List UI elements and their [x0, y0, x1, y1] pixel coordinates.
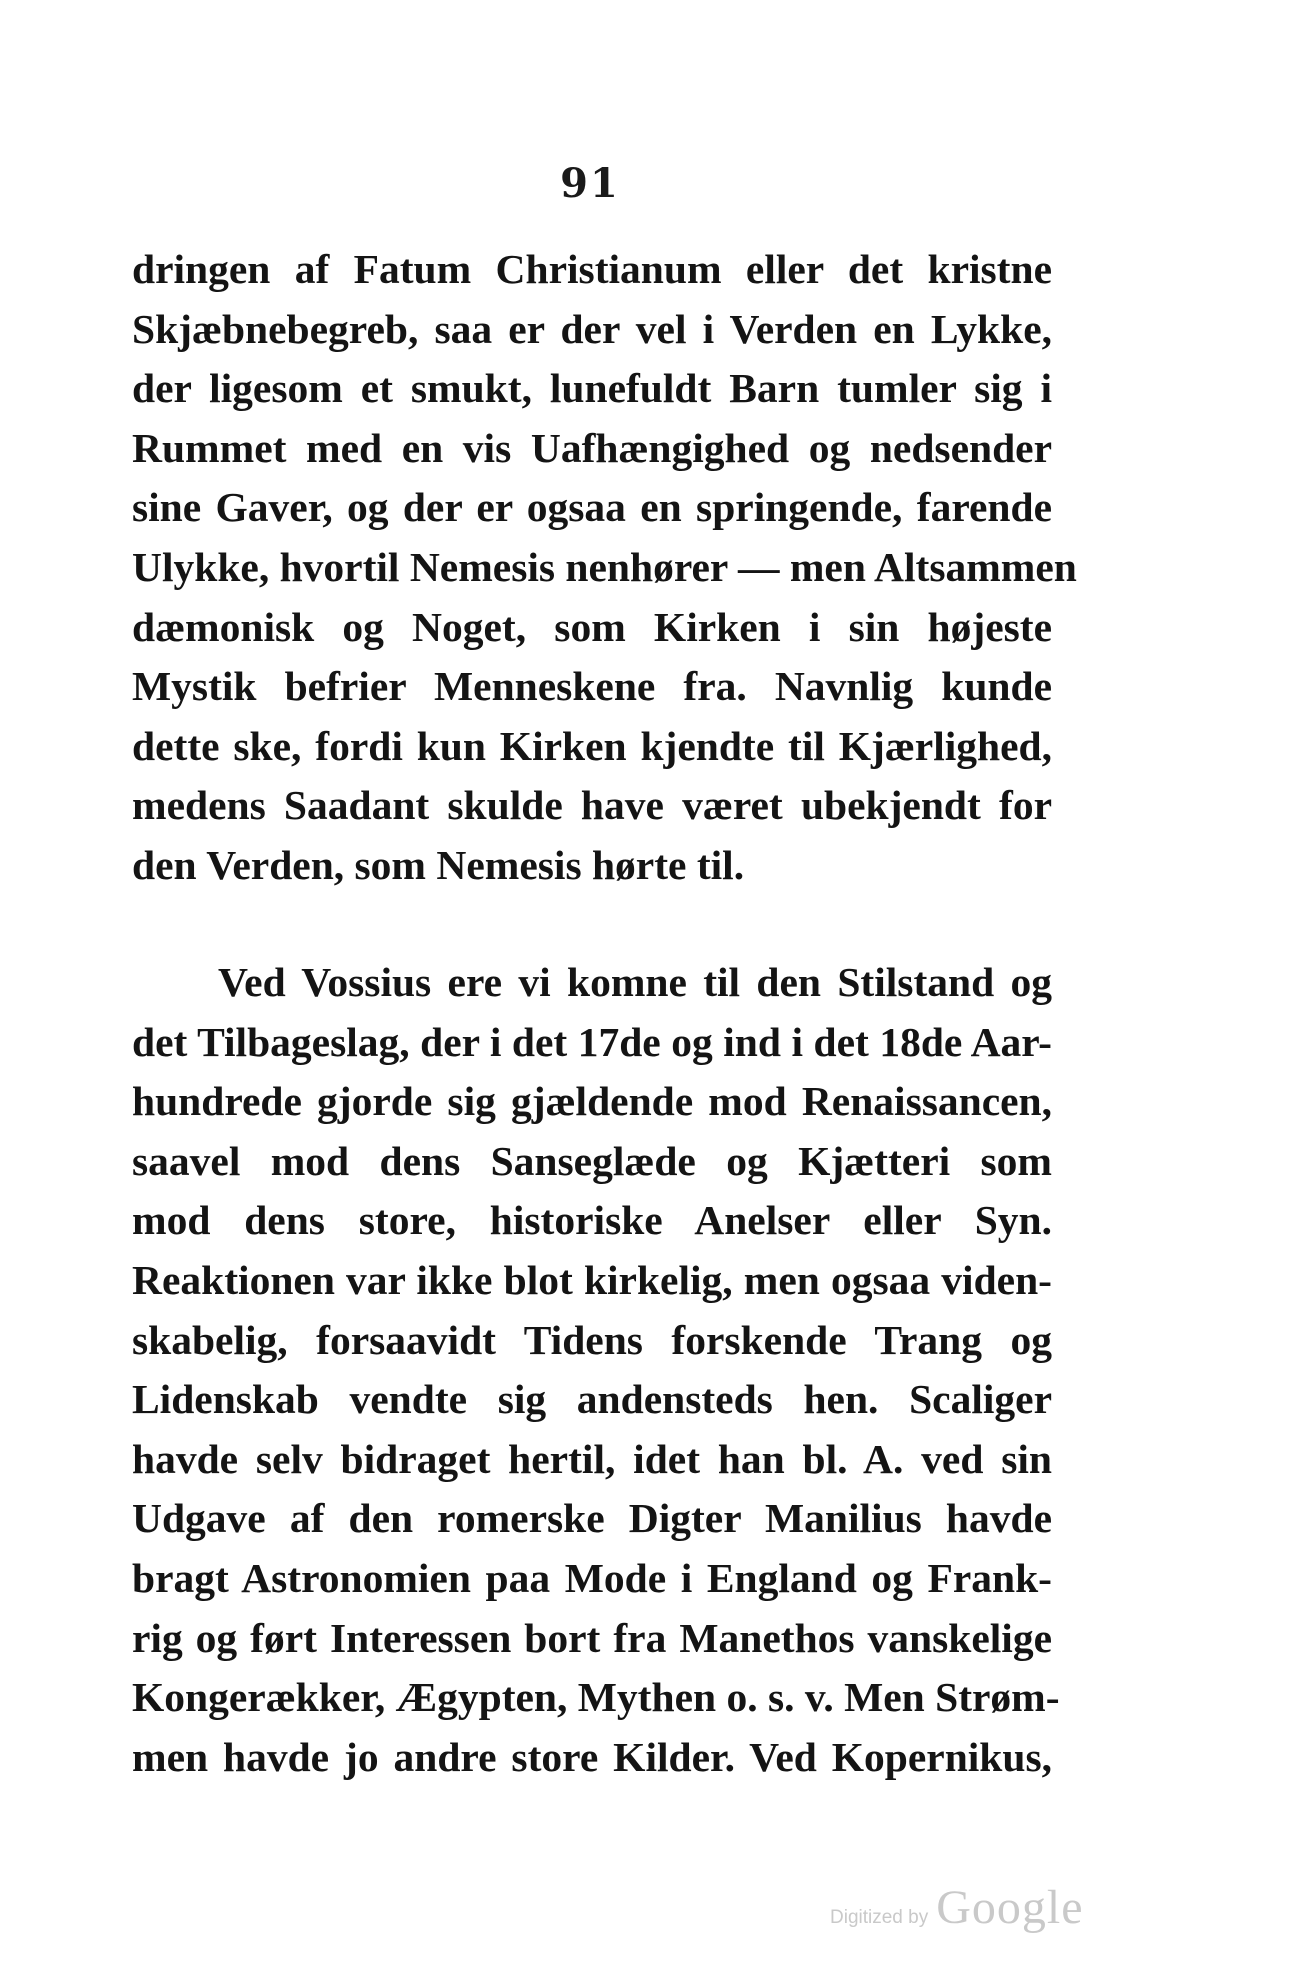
text-line: hundrede gjorde sig gjældende mod Renaissancen,: [132, 1078, 1052, 1125]
paragraph-2: [132, 953, 1060, 1787]
text-line: Mystik befrier Menneskene fra. Navnlig kunde: [132, 663, 1052, 710]
text-line: Udgave af den romerske Digter Manilius havde: [132, 1495, 1052, 1542]
google-logo: Google: [936, 1881, 1084, 1934]
text-line: der ligesom et smukt, lunefuldt Barn tumler sig i: [132, 365, 1052, 412]
text-line: sine Gaver, og der er ogsaa en springende, farende: [132, 484, 1052, 531]
text-line: Ved Vossius ere vi komne til den Stilstand og: [218, 959, 1052, 1005]
watermark-prefix: Digitized by: [830, 1907, 929, 1928]
text-line: Reaktionen var ikke blot kirkelig, men ogsaa viden-: [132, 1256, 1052, 1303]
text-line: dringen af Fatum Christianum eller det kristne: [132, 246, 1052, 292]
text-line: Lidenskab vendte sig andensteds hen. Scaliger: [132, 1376, 1052, 1423]
text-line: det Tilbageslag, der i det 17de og ind i det 18de Aar-: [132, 1018, 1052, 1065]
text-line: dette ske, fordi kun Kirken kjendte til Kjærlighed,: [132, 722, 1052, 769]
digitized-watermark: [830, 1880, 1084, 1934]
text-line: mod dens store, historiske Anelser eller Syn.: [132, 1197, 1052, 1244]
text-line: Ulykke, hvortil Nemesis nenhører — men Altsammen: [132, 543, 1077, 590]
text-line: dæmonisk og Noget, som Kirken i sin højeste: [132, 603, 1052, 650]
text-line: saavel mod dens Sanseglæde og Kjætteri som: [132, 1137, 1052, 1184]
text-line: Kongerækker, Ægypten, Mythen o. s. v. Men Strøm-: [132, 1674, 1060, 1721]
text-line: havde selv bidraget hertil, idet han bl. A. ved sin: [132, 1435, 1052, 1482]
text-line: men havde jo andre store Kilder. Ved Kopernikus,: [132, 1733, 1052, 1780]
text-line: bragt Astronomien paa Mode i England og Frank-: [132, 1554, 1052, 1601]
paragraph-1: [132, 240, 1077, 896]
text-line: medens Saadant skulde have været ubekjendt for: [132, 782, 1052, 829]
text-line: Skjæbnebegreb, saa er der vel i Verden en Lykke,: [132, 305, 1052, 352]
text-line: skabelig, forsaavidt Tidens forskende Trang og: [132, 1316, 1052, 1363]
text-line: Rummet med en vis Uafhængighed og nedsender: [132, 424, 1052, 471]
text-line: den Verden, som Nemesis hørte til.: [132, 841, 745, 888]
page-number: 91: [560, 160, 620, 207]
text-line: rig og ført Interessen bort fra Manethos vanskelige: [132, 1614, 1052, 1661]
